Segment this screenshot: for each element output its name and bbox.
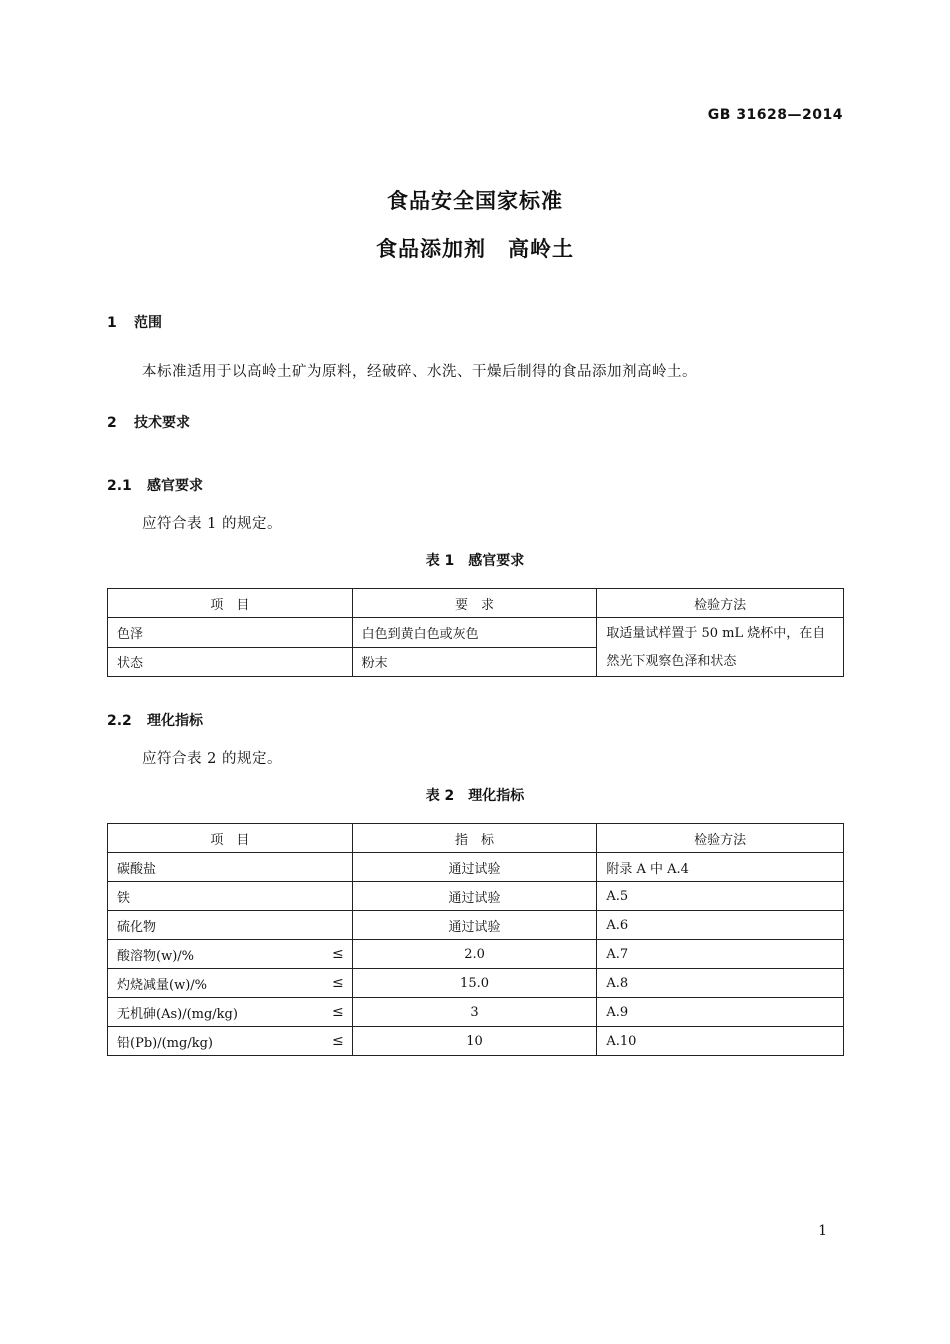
cell-item bbox=[108, 882, 353, 911]
item-label: 硫化物 bbox=[117, 919, 157, 935]
header-method: 检验方法 bbox=[597, 824, 844, 853]
table-row bbox=[108, 853, 844, 882]
section-number: 2.2 bbox=[107, 713, 132, 729]
header-method: 检验方法 bbox=[597, 589, 844, 618]
section-1-text: 本标准适用于以高岭土矿为原料，经破碎、水洗、干燥后制得的食品添加剂高岭土。 bbox=[142, 364, 697, 380]
cell-requirement: 白色到黄白色或灰色 bbox=[352, 618, 597, 648]
cell-method: A.7 bbox=[597, 940, 844, 969]
cell-item bbox=[108, 969, 353, 998]
table-row bbox=[108, 969, 844, 998]
section-2-2-text: 应符合表 2 的规定。 bbox=[142, 751, 282, 767]
page-number: 1 bbox=[818, 1223, 827, 1239]
cell-method: 取适量试样置于 50 mL 烧杯中，在自然光下观察色泽和状态 bbox=[597, 618, 844, 677]
header-requirement: 要 求 bbox=[352, 589, 597, 618]
table-row bbox=[108, 1027, 844, 1056]
section-1-heading bbox=[107, 312, 162, 332]
table-row bbox=[108, 940, 844, 969]
table-1-sensory bbox=[107, 588, 844, 677]
item-label: 碳酸盐 bbox=[117, 861, 157, 877]
cell-method: A.8 bbox=[597, 969, 844, 998]
cell-method: A.6 bbox=[597, 911, 844, 940]
cell-item bbox=[108, 853, 353, 882]
table-row bbox=[108, 911, 844, 940]
cell-value: 通过试验 bbox=[352, 853, 597, 882]
le-symbol: ≤ bbox=[331, 1004, 344, 1020]
table-1-caption: 表 1 感官要求 bbox=[425, 553, 525, 569]
cell-value: 通过试验 bbox=[352, 882, 597, 911]
section-title: 技术要求 bbox=[134, 415, 190, 431]
header-indicator: 指 标 bbox=[352, 824, 597, 853]
item-label: 灼烧减量(w)/% bbox=[117, 977, 208, 993]
section-number: 1 bbox=[107, 315, 117, 331]
cell-method: 附录 A 中 A.4 bbox=[597, 853, 844, 882]
cell-item bbox=[108, 911, 353, 940]
cell-item bbox=[108, 998, 353, 1027]
section-number: 2 bbox=[107, 415, 117, 431]
section-number: 2.1 bbox=[107, 478, 132, 494]
header-item: 项 目 bbox=[108, 589, 353, 618]
cell-value: 3 bbox=[352, 998, 597, 1027]
header-item: 项 目 bbox=[108, 824, 353, 853]
cell-value: 2.0 bbox=[352, 940, 597, 969]
section-title: 理化指标 bbox=[147, 713, 203, 729]
cell-method: A.5 bbox=[597, 882, 844, 911]
cell-value: 15.0 bbox=[352, 969, 597, 998]
cell-value: 10 bbox=[352, 1027, 597, 1056]
table-header-row bbox=[108, 589, 844, 618]
table-2-caption: 表 2 理化指标 bbox=[425, 788, 525, 804]
section-2-heading bbox=[107, 412, 190, 432]
standard-number: GB 31628—2014 bbox=[707, 107, 843, 123]
le-symbol: ≤ bbox=[331, 946, 344, 962]
section-title: 感官要求 bbox=[147, 478, 203, 494]
cell-item: 状态 bbox=[108, 647, 353, 677]
document-title: 食品安全国家标准 bbox=[387, 189, 563, 213]
item-label: 铅(Pb)/(mg/kg) bbox=[117, 1035, 213, 1051]
cell-item bbox=[108, 940, 353, 969]
section-2-1-heading bbox=[107, 475, 203, 495]
table-row bbox=[108, 882, 844, 911]
le-symbol: ≤ bbox=[331, 1033, 344, 1049]
cell-requirement: 粉末 bbox=[352, 647, 597, 677]
item-label: 无机砷(As)/(mg/kg) bbox=[117, 1006, 238, 1022]
section-title: 范围 bbox=[134, 315, 162, 331]
document-subtitle: 食品添加剂 高岭土 bbox=[376, 237, 574, 261]
cell-value: 通过试验 bbox=[352, 911, 597, 940]
table-row bbox=[108, 998, 844, 1027]
cell-method: A.9 bbox=[597, 998, 844, 1027]
section-2-2-heading bbox=[107, 710, 203, 730]
item-label: 酸溶物(w)/% bbox=[117, 948, 195, 964]
cell-item: 色泽 bbox=[108, 618, 353, 648]
table-row bbox=[108, 618, 844, 648]
cell-method: A.10 bbox=[597, 1027, 844, 1056]
section-2-1-text: 应符合表 1 的规定。 bbox=[142, 516, 282, 532]
cell-item bbox=[108, 1027, 353, 1056]
table-2-physicochemical bbox=[107, 823, 844, 1056]
table-header-row bbox=[108, 824, 844, 853]
item-label: 铁 bbox=[117, 890, 131, 906]
le-symbol: ≤ bbox=[331, 975, 344, 991]
